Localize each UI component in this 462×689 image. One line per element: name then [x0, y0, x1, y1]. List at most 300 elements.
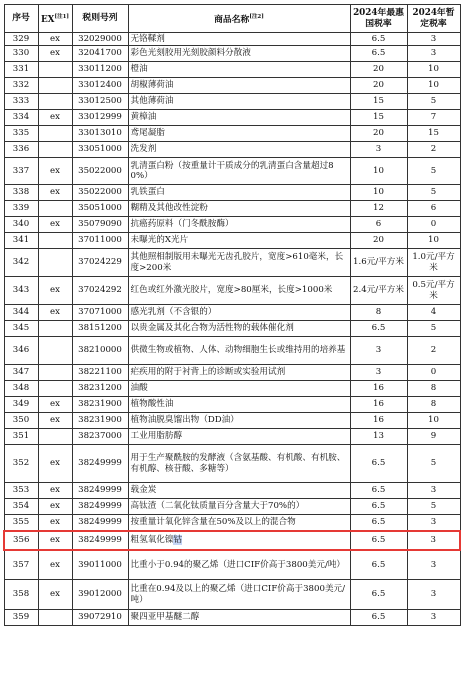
- cell-seq: [4, 277, 38, 305]
- cell-mfn-rate-text: 6.5: [371, 559, 386, 570]
- cell-temp-rate: [407, 337, 460, 365]
- cell-temp-rate: [407, 413, 460, 429]
- cell-temp-rate: [407, 305, 460, 321]
- table-row: [4, 201, 460, 217]
- cell-tariff-code-text: 37024229: [78, 257, 122, 268]
- cell-goods-name: [128, 46, 350, 62]
- cell-mfn-rate-text: 20: [373, 235, 384, 246]
- cell-seq-text: 332: [12, 80, 30, 91]
- cell-seq: [4, 217, 38, 233]
- cell-temp-rate: [407, 499, 460, 515]
- cell-goods-name: [128, 201, 350, 217]
- cell-tariff-code: [72, 580, 128, 610]
- cell-temp-rate-text: 3: [430, 485, 437, 496]
- cell-mfn-rate-text: 8: [375, 307, 382, 318]
- cell-tariff-code: [72, 158, 128, 185]
- cell-goods-name-text: 高钛渣（二氧化钛质量百分含量大于70%的）: [130, 501, 305, 512]
- cell-ex-text: ex: [50, 399, 60, 410]
- cell-tariff-code: [72, 381, 128, 397]
- cell-seq: [4, 580, 38, 610]
- cell-tariff-code-text: 38151200: [78, 323, 122, 334]
- cell-tariff-code-text: 38249999: [78, 458, 122, 469]
- cell-mfn-rate: [350, 158, 407, 185]
- cell-seq: [4, 185, 38, 201]
- cell-mfn-rate: [350, 337, 407, 365]
- cell-ex: [38, 62, 72, 78]
- cell-mfn-rate: [350, 33, 407, 46]
- table-row: [4, 78, 460, 94]
- cell-ex-text: ex: [50, 415, 60, 426]
- cell-goods-name-text: 无铬鞣剂: [130, 33, 165, 44]
- cell-seq: [4, 381, 38, 397]
- cell-tariff-code: [72, 277, 128, 305]
- cell-seq-text: 329: [12, 33, 30, 44]
- cell-goods-name: [128, 110, 350, 126]
- cell-temp-rate-text: 10: [428, 415, 439, 426]
- cell-goods-name: [128, 429, 350, 445]
- cell-tariff-code: [72, 142, 128, 158]
- cell-temp-rate-text: 3: [430, 517, 437, 527]
- table-row: [4, 515, 460, 531]
- cell-mfn-rate-text: 1.6元/平方米: [353, 257, 404, 268]
- cell-goods-name: [128, 185, 350, 201]
- header-mfn-rate: 2024年最惠国税率: [350, 5, 407, 33]
- table-row: [4, 550, 460, 580]
- cell-temp-rate-text: 10: [428, 235, 439, 246]
- header-ex: EX[注1]: [38, 5, 72, 33]
- header-goods-name: 商品名称[注2]: [128, 5, 350, 33]
- cell-seq: [4, 499, 38, 515]
- cell-goods-name: [128, 305, 350, 321]
- cell-goods-name: [128, 321, 350, 337]
- cell-ex: [38, 158, 72, 185]
- cell-temp-rate: [407, 397, 460, 413]
- cell-tariff-code-text: 38249999: [78, 534, 122, 545]
- header-ex-note: [注1]: [54, 13, 70, 20]
- cell-tariff-code: [72, 94, 128, 110]
- table-row: [4, 337, 460, 365]
- cell-goods-name-text: 用于生产聚酰胺的发酵液（含氨基酸、有机酸、有机胺、有机醇、核苷酸、多糖等）: [130, 453, 346, 474]
- cell-seq: [4, 94, 38, 110]
- table-row: [4, 185, 460, 201]
- cell-temp-rate-text: 0: [430, 367, 437, 378]
- cell-goods-name-text: 疟疾用的附于衬背上的诊断或实验用试剂: [130, 367, 286, 378]
- cell-temp-rate: [407, 515, 460, 531]
- cell-goods-name-text: 感光乳剂（不含银的）: [130, 307, 217, 318]
- cell-temp-rate-text: 15: [428, 128, 439, 139]
- cell-ex-text: ex: [50, 485, 60, 496]
- cell-temp-rate-text: 5: [430, 187, 437, 198]
- cell-goods-name: [128, 610, 350, 626]
- cell-seq: [4, 483, 38, 499]
- cell-mfn-rate-text: 6.5: [371, 48, 386, 59]
- cell-temp-rate: [407, 33, 460, 46]
- cell-seq: [4, 515, 38, 531]
- cell-temp-rate: [407, 142, 460, 158]
- cell-goods-name-text: 比重在0.94及以上的聚乙烯（进口CIF价高于3800美元/吨）: [130, 584, 346, 605]
- cell-ex: [38, 397, 72, 413]
- cell-tariff-code: [72, 33, 128, 46]
- cell-tariff-code-text: 35022000: [78, 187, 122, 198]
- cell-seq: [4, 158, 38, 185]
- cell-temp-rate: [407, 610, 460, 626]
- cell-mfn-rate: [350, 515, 407, 531]
- cell-seq-text: 357: [12, 559, 30, 570]
- cell-seq-text: 350: [12, 415, 30, 426]
- cell-seq-text: 341: [12, 235, 30, 246]
- cell-tariff-code: [72, 249, 128, 277]
- cell-mfn-rate: [350, 185, 407, 201]
- cell-mfn-rate: [350, 483, 407, 499]
- cell-seq-text: 334: [12, 112, 30, 123]
- cell-goods-name: [128, 483, 350, 499]
- table-row: [4, 580, 460, 610]
- cell-seq: [4, 397, 38, 413]
- cell-mfn-rate: [350, 365, 407, 381]
- cell-temp-rate-text: 5: [430, 458, 437, 469]
- cell-mfn-rate: [350, 277, 407, 305]
- cell-ex-text: ex: [50, 219, 60, 230]
- cell-mfn-rate: [350, 531, 407, 550]
- cell-tariff-code-text: 38249999: [78, 485, 122, 496]
- table-row: [4, 445, 460, 483]
- cell-temp-rate-text: 10: [428, 80, 439, 91]
- cell-ex-text: ex: [50, 33, 60, 44]
- cell-tariff-code: [72, 610, 128, 626]
- cell-tariff-code-text: 38249999: [78, 501, 122, 512]
- cell-tariff-code-text: 38210000: [78, 345, 122, 356]
- cell-mfn-rate: [350, 321, 407, 337]
- cell-ex: [38, 110, 72, 126]
- cell-seq-text: 340: [12, 219, 30, 230]
- cell-goods-name: [128, 78, 350, 94]
- cell-mfn-rate-text: 2.4元/平方米: [353, 285, 404, 296]
- table-row: [4, 365, 460, 381]
- cell-temp-rate: [407, 46, 460, 62]
- cell-tariff-code: [72, 201, 128, 217]
- cell-ex-text: ex: [50, 458, 60, 469]
- cell-tariff-code: [72, 126, 128, 142]
- cell-mfn-rate-text: 6.5: [371, 485, 386, 496]
- cell-tariff-code: [72, 233, 128, 249]
- cell-ex-text: ex: [50, 517, 60, 527]
- cell-temp-rate: [407, 233, 460, 249]
- table-row: [4, 413, 460, 429]
- cell-temp-rate-text: 0: [430, 219, 437, 230]
- cell-ex: [38, 277, 72, 305]
- cell-mfn-rate-text: 3: [375, 345, 382, 356]
- cell-ex-text: ex: [50, 501, 60, 512]
- cell-goods-name-text: 胡椒薄荷油: [130, 80, 174, 91]
- cell-tariff-code-text: 37024292: [78, 285, 122, 296]
- cell-tariff-code: [72, 429, 128, 445]
- cell-temp-rate: [407, 78, 460, 94]
- table-row: [4, 94, 460, 110]
- cell-goods-name-text: 供微生物或植物、人体、动物细胞生长或维持用的培养基: [130, 345, 346, 356]
- cell-seq-text: 344: [12, 307, 30, 318]
- cell-goods-name-text: 洗发剂: [130, 144, 157, 155]
- cell-temp-rate-text: 2: [430, 144, 437, 155]
- cell-temp-rate: [407, 321, 460, 337]
- cell-temp-rate-text: 6: [430, 203, 437, 214]
- cell-mfn-rate: [350, 78, 407, 94]
- cell-goods-name-text: 抗癌药原料（门冬酰胺酶）: [130, 219, 234, 230]
- cell-ex: [38, 381, 72, 397]
- cell-seq: [4, 321, 38, 337]
- cell-temp-rate-text: 8: [430, 399, 437, 410]
- cell-goods-name: [128, 531, 350, 550]
- cell-mfn-rate: [350, 217, 407, 233]
- table-row: [4, 233, 460, 249]
- cell-tariff-code-text: 33012999: [78, 112, 122, 123]
- cell-mfn-rate-text: 12: [373, 203, 384, 214]
- cell-tariff-code-text: 38231900: [78, 399, 122, 410]
- cell-goods-name-text: 未曝光的X光片: [130, 235, 189, 246]
- cell-tariff-code: [72, 413, 128, 429]
- cell-seq-text: 342: [12, 257, 30, 268]
- cell-goods-name: [128, 233, 350, 249]
- cell-ex: [38, 33, 72, 46]
- cell-temp-rate: [407, 381, 460, 397]
- cell-ex: [38, 46, 72, 62]
- cell-temp-rate: [407, 94, 460, 110]
- cell-tariff-code-text: 33051000: [78, 144, 122, 155]
- cell-temp-rate: [407, 483, 460, 499]
- cell-mfn-rate: [350, 499, 407, 515]
- cell-tariff-code: [72, 397, 128, 413]
- cell-goods-name: [128, 277, 350, 305]
- cell-tariff-code: [72, 46, 128, 62]
- cell-seq: [4, 233, 38, 249]
- cell-goods-name: [128, 413, 350, 429]
- cell-goods-name: [128, 550, 350, 580]
- tariff-table: [3, 4, 461, 626]
- cell-temp-rate: [407, 531, 460, 550]
- cell-ex: [38, 78, 72, 94]
- cell-tariff-code: [72, 321, 128, 337]
- cell-seq: [4, 365, 38, 381]
- table-row: [4, 277, 460, 305]
- cell-tariff-code-text: 33013010: [78, 128, 122, 139]
- cell-mfn-rate-text: 6.5: [371, 458, 386, 469]
- cell-mfn-rate-text: 10: [373, 187, 384, 198]
- cell-tariff-code-text: 38231900: [78, 415, 122, 426]
- cell-mfn-rate-text: 6.5: [371, 501, 386, 512]
- cell-seq: [4, 337, 38, 365]
- cell-goods-name: [128, 249, 350, 277]
- cell-seq-text: 337: [12, 165, 30, 176]
- cell-tariff-code: [72, 499, 128, 515]
- cell-seq-text: 359: [12, 612, 30, 623]
- cell-seq-text: 347: [12, 367, 30, 378]
- cell-seq: [4, 610, 38, 626]
- cell-tariff-code: [72, 78, 128, 94]
- cell-temp-rate-text: 1.0元/平方米: [412, 252, 455, 273]
- cell-ex: [38, 515, 72, 531]
- cell-goods-name: [128, 142, 350, 158]
- table-body: [4, 33, 460, 626]
- cell-seq-text: 335: [12, 128, 30, 139]
- cell-goods-name: [128, 445, 350, 483]
- cell-mfn-rate-text: 15: [373, 96, 384, 107]
- cell-seq: [4, 110, 38, 126]
- cell-temp-rate: [407, 185, 460, 201]
- cell-goods-name: [128, 217, 350, 233]
- cell-mfn-rate-text: 20: [373, 128, 384, 139]
- cell-ex: [38, 580, 72, 610]
- cell-temp-rate-text: 3: [430, 559, 437, 570]
- cell-seq: [4, 78, 38, 94]
- cell-goods-name-text: 其他薄荷油: [130, 96, 174, 107]
- cell-tariff-code: [72, 62, 128, 78]
- cell-ex: [38, 249, 72, 277]
- cell-ex: [38, 305, 72, 321]
- header-name-note: [注2]: [249, 13, 264, 20]
- cell-ex: [38, 365, 72, 381]
- table-row: [4, 531, 460, 550]
- cell-temp-rate: [407, 158, 460, 185]
- cell-mfn-rate-text: 6.5: [371, 517, 386, 527]
- cell-goods-name-text: 载金炭: [130, 485, 157, 496]
- cell-seq: [4, 445, 38, 483]
- cell-mfn-rate: [350, 233, 407, 249]
- cell-tariff-code: [72, 337, 128, 365]
- cell-mfn-rate-text: 16: [373, 399, 384, 410]
- cell-ex: [38, 233, 72, 249]
- cell-tariff-code: [72, 185, 128, 201]
- cell-mfn-rate-text: 6.5: [371, 323, 386, 334]
- cell-temp-rate-text: 0.5元/平方米: [412, 280, 455, 301]
- table-row: [4, 483, 460, 499]
- cell-ex: [38, 445, 72, 483]
- cell-ex: [38, 550, 72, 580]
- table-row: [4, 397, 460, 413]
- cell-tariff-code-text: 32029000: [78, 33, 122, 44]
- cell-ex: [38, 185, 72, 201]
- cell-tariff-code-text: 39012000: [78, 589, 122, 600]
- cell-temp-rate: [407, 550, 460, 580]
- cell-mfn-rate-text: 20: [373, 64, 384, 75]
- cell-tariff-code-text: 38237000: [78, 431, 122, 442]
- cell-temp-rate-text: 10: [428, 64, 439, 75]
- header-seq: 序号: [4, 5, 38, 33]
- cell-tariff-code: [72, 305, 128, 321]
- cell-goods-name-text: 植物油脱臭馏出物（DD油）: [130, 415, 239, 426]
- table-row: [4, 610, 460, 626]
- cell-seq-text: 339: [12, 203, 30, 214]
- cell-tariff-code: [72, 483, 128, 499]
- cell-mfn-rate: [350, 249, 407, 277]
- cell-tariff-code-text: 37071000: [78, 307, 122, 318]
- cell-temp-rate-text: 8: [430, 383, 437, 394]
- cell-mfn-rate-text: 20: [373, 80, 384, 91]
- cell-ex: [38, 610, 72, 626]
- cell-tariff-code: [72, 531, 128, 550]
- cell-seq: [4, 429, 38, 445]
- cell-temp-rate-text: 3: [430, 33, 437, 44]
- cell-temp-rate-text: 4: [430, 307, 437, 318]
- cell-seq: [4, 249, 38, 277]
- cell-goods-name: [128, 158, 350, 185]
- cell-tariff-code-text: 38231200: [78, 383, 122, 394]
- cell-goods-name: [128, 381, 350, 397]
- cell-temp-rate: [407, 365, 460, 381]
- cell-goods-name: [128, 397, 350, 413]
- cell-mfn-rate-text: 6.5: [371, 612, 386, 623]
- cell-tariff-code-text: 33011200: [78, 64, 122, 75]
- cell-ex: [38, 321, 72, 337]
- cell-temp-rate-text: 2: [430, 345, 437, 356]
- cell-goods-name-text: 比重小于0.94的聚乙烯（进口CIF价高于3800美元/吨）: [130, 559, 346, 570]
- cell-temp-rate-text: 5: [430, 165, 437, 176]
- cell-seq: [4, 33, 38, 46]
- cell-goods-name-text: 彩色光刻胶用光刻胶颜料分散液: [130, 48, 251, 59]
- cell-goods-name-text: 鸢尾凝脂: [130, 128, 165, 139]
- cell-mfn-rate-text: 3: [375, 367, 382, 378]
- cell-mfn-rate-text: 13: [373, 431, 384, 442]
- cell-ex: [38, 201, 72, 217]
- cell-ex: [38, 531, 72, 550]
- cell-ex: [38, 429, 72, 445]
- cell-temp-rate: [407, 126, 460, 142]
- cell-mfn-rate-text: 16: [373, 383, 384, 394]
- cell-tariff-code-text: 38249999: [78, 517, 122, 527]
- cell-seq-text: 331: [12, 64, 30, 75]
- cell-seq-text: 358: [12, 589, 30, 600]
- cell-ex-text: ex: [50, 559, 60, 570]
- cell-mfn-rate: [350, 46, 407, 62]
- cell-temp-rate: [407, 62, 460, 78]
- table-row: [4, 321, 460, 337]
- cell-mfn-rate: [350, 305, 407, 321]
- cell-tariff-code-text: 33012500: [78, 96, 122, 107]
- cell-mfn-rate: [350, 550, 407, 580]
- cell-ex-text: ex: [50, 48, 60, 59]
- table-row: [4, 158, 460, 185]
- table-row: [4, 499, 460, 515]
- cell-seq: [4, 550, 38, 580]
- cell-mfn-rate-text: 16: [373, 415, 384, 426]
- cell-tariff-code-text: 33012400: [78, 80, 122, 91]
- cell-temp-rate: [407, 110, 460, 126]
- cell-tariff-code: [72, 515, 128, 531]
- cell-seq-text: 345: [12, 323, 30, 334]
- cell-mfn-rate: [350, 429, 407, 445]
- cell-ex: [38, 94, 72, 110]
- cell-temp-rate: [407, 217, 460, 233]
- cell-tariff-code: [72, 365, 128, 381]
- cell-temp-rate-text: 5: [430, 323, 437, 334]
- header-tariff-code: 税则号列: [72, 5, 128, 33]
- cell-goods-name: [128, 337, 350, 365]
- cell-mfn-rate-text: 3: [375, 144, 382, 155]
- cell-goods-name: [128, 33, 350, 46]
- table-row: [4, 429, 460, 445]
- cell-goods-name: [128, 94, 350, 110]
- table-row: [4, 62, 460, 78]
- cell-goods-name-text: 红色或红外激光胶片，宽度>80厘米，长度>1000米: [130, 285, 333, 296]
- cell-seq-text: 356: [13, 534, 30, 545]
- cell-tariff-code-text: 39011000: [78, 559, 122, 570]
- cell-ex: [38, 499, 72, 515]
- cell-seq: [4, 126, 38, 142]
- table-row: [4, 33, 460, 46]
- cell-mfn-rate: [350, 610, 407, 626]
- cell-seq-text: 346: [12, 345, 30, 356]
- cell-goods-name: [128, 499, 350, 515]
- cell-seq-text: 353: [12, 485, 30, 496]
- cell-seq: [4, 46, 38, 62]
